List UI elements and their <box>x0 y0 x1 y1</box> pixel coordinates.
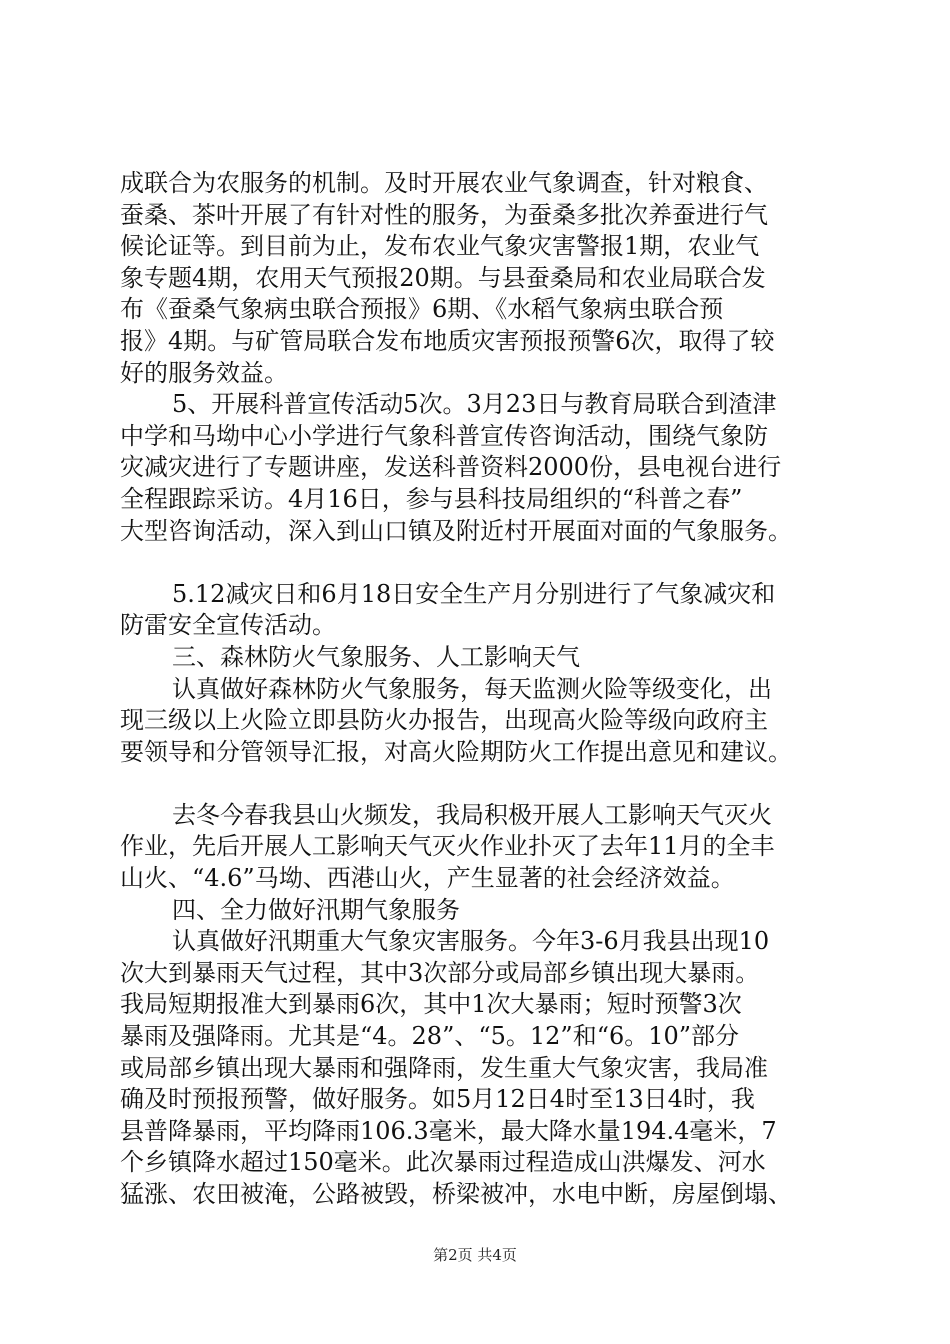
text-line: 防雷安全宣传活动。 <box>120 611 336 640</box>
text-line: 个乡镇降水超过150毫米。此次暴雨过程造成山洪爆发、河水 <box>120 1148 766 1177</box>
text-line: 认真做好汛期重大气象灾害服务。今年3-6月我县出现10 <box>172 927 770 956</box>
document-body <box>120 168 860 1211</box>
paragraph-fire-suppression <box>120 800 860 895</box>
paragraph-gap <box>120 768 860 800</box>
text-line: 猛涨、农田被淹，公路被毁，桥梁被冲，水电中断，房屋倒塌、 <box>120 1180 792 1208</box>
paragraph-agri-service <box>120 168 860 389</box>
text-line: 象专题4期，农用天气预报20期。与县蚕桑局和农业局联合发 <box>120 263 766 292</box>
text-line: 县普降暴雨，平均降雨106.3毫米，最大降水量194.4毫米，7 <box>120 1116 777 1145</box>
paragraph-gap <box>120 547 860 579</box>
text-line: 确及时预报预警，做好服务。如5月12日4时至13日4时，我 <box>120 1085 755 1114</box>
text-line: 好的服务效益。 <box>120 358 288 387</box>
text-line: 我局短期报准大到暴雨6次，其中1次大暴雨；短时预警3次 <box>120 990 742 1019</box>
text-line: 报》4期。与矿管局联合发布地质灾害预报预警6次，取得了较 <box>120 326 775 355</box>
text-line: 认真做好森林防火气象服务，每天监测火险等级变化，出 <box>172 674 772 703</box>
paragraph-science-outreach <box>120 389 860 547</box>
text-line: 5.12减灾日和6月18日安全生产月分别进行了气象减灾和 <box>172 579 776 608</box>
page-number-footer: 第2页 共4页 <box>433 1246 517 1264</box>
paragraph-forest-fire-service <box>120 674 860 769</box>
text-line: 蚕桑、茶叶开展了有针对性的服务，为蚕桑多批次养蚕进行气 <box>120 200 768 229</box>
text-line: 去冬今春我县山火频发，我局积极开展人工影响天气灭火 <box>172 800 772 829</box>
text-line: 现三级以上火险立即县防火办报告，出现高火险等级向政府主 <box>120 706 768 735</box>
heading-text: 三、森林防火气象服务、人工影响天气 <box>172 642 580 671</box>
text-line: 5、开展科普宣传活动5次。3月23日与教育局联合到渣津 <box>172 390 777 419</box>
paragraph-disaster-day <box>120 579 860 642</box>
section-heading-flood-season <box>120 895 860 927</box>
text-line: 或局部乡镇出现大暴雨和强降雨，发生重大气象灾害，我局准 <box>120 1053 768 1082</box>
text-line: 次大到暴雨天气过程，其中3次部分或局部乡镇出现大暴雨。 <box>120 958 760 987</box>
text-line: 灾减灾进行了专题讲座，发送科普资料2000份，县电视台进行 <box>120 453 782 482</box>
text-line: 成联合为农服务的机制。及时开展农业气象调查，针对粮食、 <box>120 169 768 197</box>
text-line: 大型咨询活动，深入到山口镇及附近村开展面对面的气象服务。 <box>120 516 792 545</box>
section-heading-forest-fire <box>120 642 860 674</box>
text-line: 布《蚕桑气象病虫联合预报》6期、《水稻气象病虫联合预 <box>120 295 724 324</box>
heading-text: 四、全力做好汛期气象服务 <box>172 895 460 924</box>
text-line: 山火、“4.6”马坳、西港山火，产生显著的社会经济效益。 <box>120 864 735 893</box>
text-line: 作业，先后开展人工影响天气灭火作业扑灭了去年11月的全丰 <box>120 832 775 861</box>
text-line: 暴雨及强降雨。尤其是“4。28”、“5。12”和“6。10”部分 <box>120 1022 740 1051</box>
text-line: 中学和马坳中心小学进行气象科普宣传咨询活动，围绕气象防 <box>120 421 768 450</box>
text-line: 全程跟踪采访。4月16日，参与县科技局组织的“科普之春” <box>120 484 743 513</box>
text-line: 候论证等。到目前为止，发布农业气象灾害警报1期，农业气 <box>120 232 760 261</box>
text-line: 要领导和分管领导汇报，对高火险期防火工作提出意见和建议。 <box>120 737 792 766</box>
paragraph-flood-service <box>120 926 860 1210</box>
